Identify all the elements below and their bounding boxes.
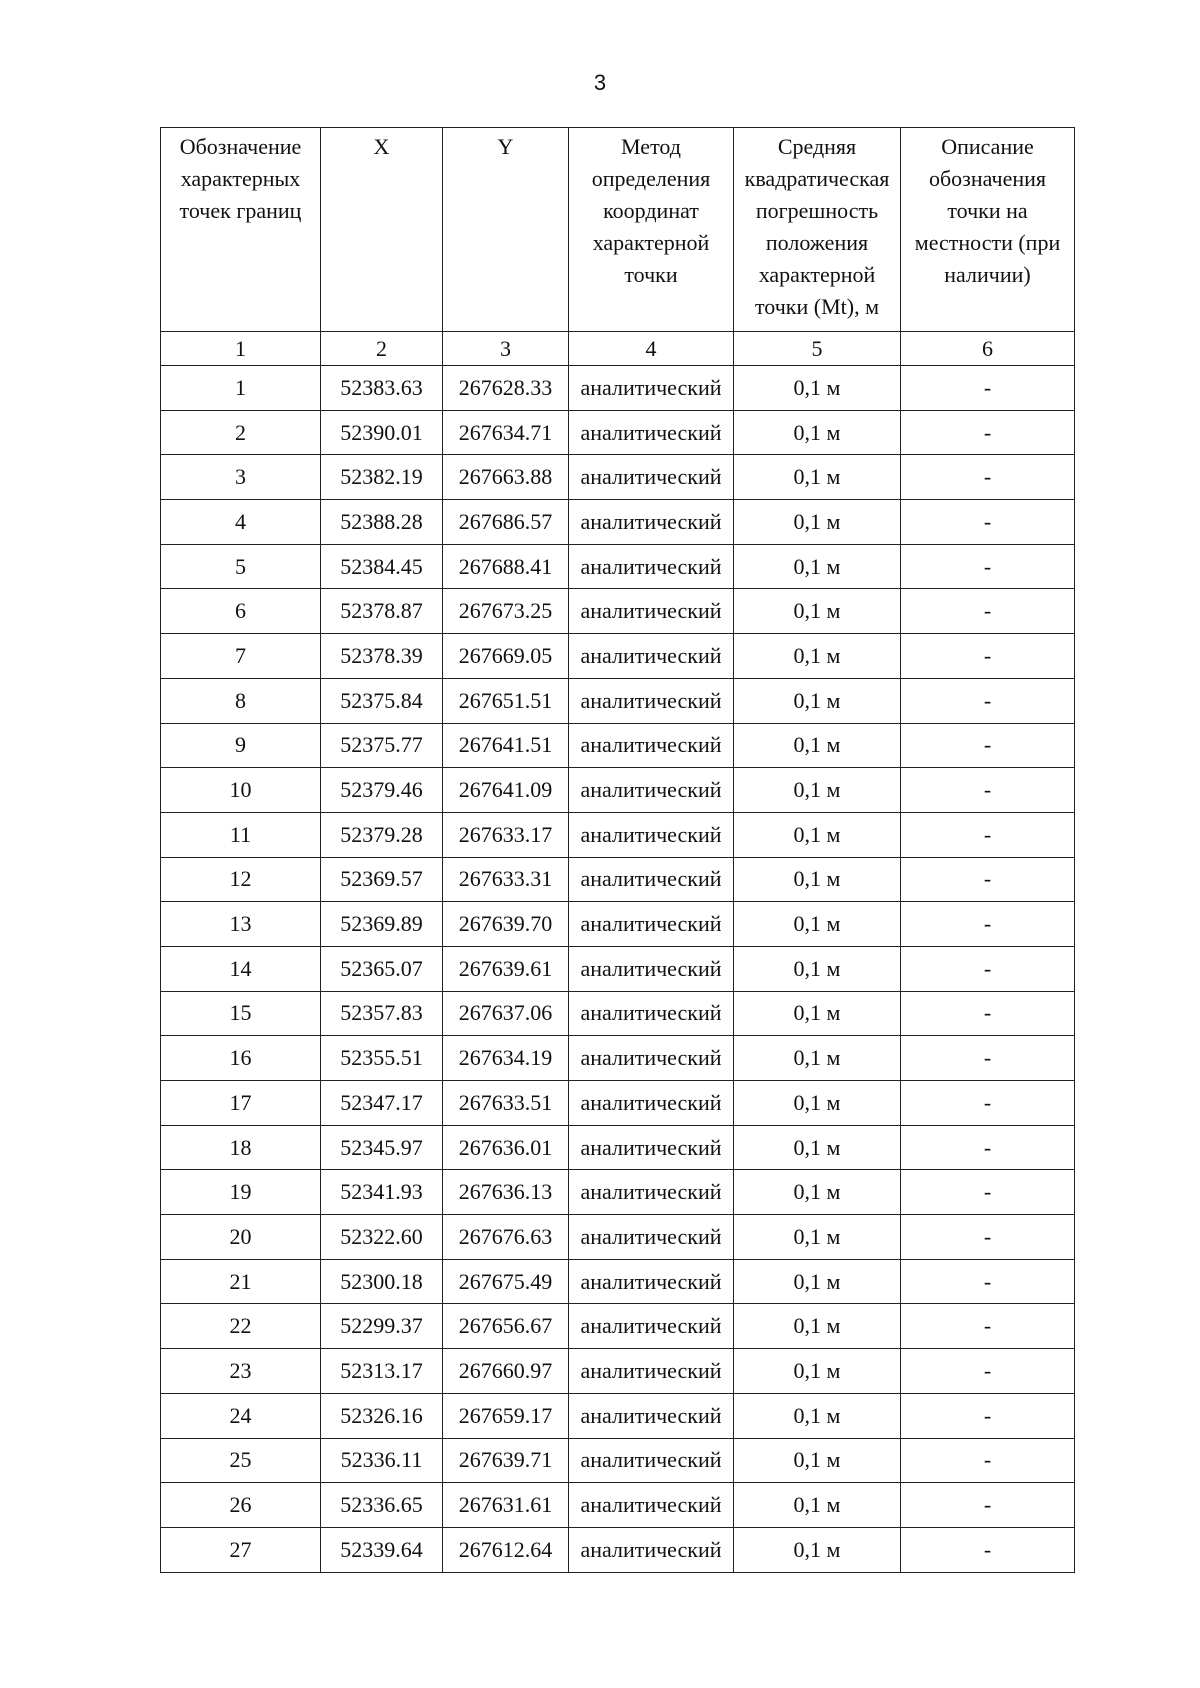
table-row	[161, 1259, 1075, 1304]
cell-method: аналитический	[569, 1170, 734, 1215]
cell-mean-error: 0,1 м	[734, 857, 901, 902]
cell-mean-error: 0,1 м	[734, 1393, 901, 1438]
cell-description: -	[901, 1483, 1075, 1528]
cell-description: -	[901, 1170, 1075, 1215]
table-row	[161, 902, 1075, 947]
table-row	[161, 1483, 1075, 1528]
cell-point-number: 9	[161, 723, 321, 768]
cell-mean-error: 0,1 м	[734, 902, 901, 947]
cell-point-number: 25	[161, 1438, 321, 1483]
table-header-row	[161, 128, 1075, 332]
cell-method: аналитический	[569, 500, 734, 545]
table-row	[161, 723, 1075, 768]
cell-x: 52378.87	[321, 589, 443, 634]
cell-x: 52379.28	[321, 812, 443, 857]
column-number: 4	[569, 332, 734, 366]
cell-description: -	[901, 455, 1075, 500]
cell-y: 267634.71	[443, 410, 569, 455]
table-row	[161, 812, 1075, 857]
cell-point-number: 15	[161, 991, 321, 1036]
cell-x: 52355.51	[321, 1036, 443, 1081]
cell-description: -	[901, 410, 1075, 455]
cell-x: 52375.84	[321, 678, 443, 723]
cell-y: 267639.61	[443, 946, 569, 991]
cell-method: аналитический	[569, 634, 734, 679]
cell-x: 52326.16	[321, 1393, 443, 1438]
cell-method: аналитический	[569, 1438, 734, 1483]
cell-mean-error: 0,1 м	[734, 723, 901, 768]
cell-description: -	[901, 366, 1075, 411]
cell-description: -	[901, 500, 1075, 545]
table-row	[161, 1125, 1075, 1170]
cell-method: аналитический	[569, 1349, 734, 1394]
table-row	[161, 1170, 1075, 1215]
cell-method: аналитический	[569, 902, 734, 947]
cell-method: аналитический	[569, 812, 734, 857]
cell-mean-error: 0,1 м	[734, 589, 901, 634]
cell-method: аналитический	[569, 366, 734, 411]
cell-description: -	[901, 768, 1075, 813]
header-method: Метод определения координат характерной точки	[569, 128, 734, 332]
cell-point-number: 11	[161, 812, 321, 857]
cell-x: 52369.57	[321, 857, 443, 902]
cell-mean-error: 0,1 м	[734, 1527, 901, 1572]
table-row	[161, 1215, 1075, 1260]
table-row	[161, 500, 1075, 545]
column-number: 1	[161, 332, 321, 366]
cell-method: аналитический	[569, 1259, 734, 1304]
cell-mean-error: 0,1 м	[734, 1438, 901, 1483]
cell-mean-error: 0,1 м	[734, 1125, 901, 1170]
header-x: X	[321, 128, 443, 332]
column-numbers-row	[161, 332, 1075, 366]
cell-y: 267628.33	[443, 366, 569, 411]
cell-y: 267633.17	[443, 812, 569, 857]
cell-mean-error: 0,1 м	[734, 366, 901, 411]
cell-point-number: 1	[161, 366, 321, 411]
header-mean-error: Средняя квадратическая погрешность положения характерной точки (Mt), м	[734, 128, 901, 332]
cell-description: -	[901, 1304, 1075, 1349]
table-row	[161, 857, 1075, 902]
cell-point-number: 24	[161, 1393, 321, 1438]
cell-y: 267639.71	[443, 1438, 569, 1483]
cell-y: 267633.31	[443, 857, 569, 902]
cell-y: 267633.51	[443, 1081, 569, 1126]
cell-method: аналитический	[569, 991, 734, 1036]
cell-description: -	[901, 678, 1075, 723]
cell-method: аналитический	[569, 1483, 734, 1528]
table-row	[161, 410, 1075, 455]
cell-y: 267636.01	[443, 1125, 569, 1170]
cell-mean-error: 0,1 м	[734, 768, 901, 813]
cell-y: 267669.05	[443, 634, 569, 679]
header-point-designation: Обозначение характерных точек границ	[161, 128, 321, 332]
cell-x: 52322.60	[321, 1215, 443, 1260]
cell-x: 52365.07	[321, 946, 443, 991]
cell-description: -	[901, 1393, 1075, 1438]
cell-point-number: 26	[161, 1483, 321, 1528]
cell-description: -	[901, 946, 1075, 991]
header-y: Y	[443, 128, 569, 332]
cell-x: 52336.65	[321, 1483, 443, 1528]
cell-x: 52382.19	[321, 455, 443, 500]
cell-method: аналитический	[569, 589, 734, 634]
table-row	[161, 1349, 1075, 1394]
cell-description: -	[901, 902, 1075, 947]
cell-method: аналитический	[569, 1527, 734, 1572]
table-row	[161, 455, 1075, 500]
cell-x: 52313.17	[321, 1349, 443, 1394]
cell-y: 267641.51	[443, 723, 569, 768]
cell-mean-error: 0,1 м	[734, 1483, 901, 1528]
cell-method: аналитический	[569, 946, 734, 991]
cell-method: аналитический	[569, 678, 734, 723]
cell-point-number: 19	[161, 1170, 321, 1215]
cell-point-number: 23	[161, 1349, 321, 1394]
cell-method: аналитический	[569, 544, 734, 589]
cell-x: 52336.11	[321, 1438, 443, 1483]
cell-description: -	[901, 991, 1075, 1036]
column-number: 6	[901, 332, 1075, 366]
cell-x: 52379.46	[321, 768, 443, 813]
cell-description: -	[901, 723, 1075, 768]
cell-point-number: 17	[161, 1081, 321, 1126]
cell-mean-error: 0,1 м	[734, 991, 901, 1036]
table-row	[161, 1036, 1075, 1081]
cell-y: 267636.13	[443, 1170, 569, 1215]
header-description: Описание обозначения точки на местности (при наличии)	[901, 128, 1075, 332]
cell-y: 267637.06	[443, 991, 569, 1036]
cell-point-number: 27	[161, 1527, 321, 1572]
cell-y: 267686.57	[443, 500, 569, 545]
column-number: 3	[443, 332, 569, 366]
cell-mean-error: 0,1 м	[734, 1081, 901, 1126]
cell-method: аналитический	[569, 455, 734, 500]
cell-method: аналитический	[569, 857, 734, 902]
cell-y: 267612.64	[443, 1527, 569, 1572]
table-row	[161, 634, 1075, 679]
cell-y: 267673.25	[443, 589, 569, 634]
table-row	[161, 589, 1075, 634]
column-number: 2	[321, 332, 443, 366]
cell-x: 52388.28	[321, 500, 443, 545]
cell-mean-error: 0,1 м	[734, 1036, 901, 1081]
cell-description: -	[901, 589, 1075, 634]
cell-x: 52357.83	[321, 991, 443, 1036]
cell-method: аналитический	[569, 1393, 734, 1438]
cell-description: -	[901, 1438, 1075, 1483]
cell-description: -	[901, 857, 1075, 902]
table-row	[161, 768, 1075, 813]
cell-y: 267688.41	[443, 544, 569, 589]
table-row	[161, 1304, 1075, 1349]
cell-point-number: 21	[161, 1259, 321, 1304]
cell-x: 52378.39	[321, 634, 443, 679]
boundary-points-table	[160, 127, 1075, 1573]
cell-x: 52369.89	[321, 902, 443, 947]
cell-point-number: 7	[161, 634, 321, 679]
cell-y: 267631.61	[443, 1483, 569, 1528]
cell-description: -	[901, 1081, 1075, 1126]
cell-y: 267660.97	[443, 1349, 569, 1394]
cell-y: 267676.63	[443, 1215, 569, 1260]
cell-point-number: 2	[161, 410, 321, 455]
table-row	[161, 991, 1075, 1036]
cell-point-number: 3	[161, 455, 321, 500]
cell-x: 52345.97	[321, 1125, 443, 1170]
cell-point-number: 18	[161, 1125, 321, 1170]
cell-point-number: 8	[161, 678, 321, 723]
cell-method: аналитический	[569, 768, 734, 813]
cell-description: -	[901, 544, 1075, 589]
page-number: 3	[593, 70, 607, 95]
cell-mean-error: 0,1 м	[734, 500, 901, 545]
cell-mean-error: 0,1 м	[734, 634, 901, 679]
cell-mean-error: 0,1 м	[734, 410, 901, 455]
column-number: 5	[734, 332, 901, 366]
cell-point-number: 4	[161, 500, 321, 545]
cell-y: 267656.67	[443, 1304, 569, 1349]
cell-method: аналитический	[569, 1081, 734, 1126]
cell-x: 52383.63	[321, 366, 443, 411]
cell-point-number: 13	[161, 902, 321, 947]
cell-method: аналитический	[569, 1304, 734, 1349]
cell-description: -	[901, 634, 1075, 679]
cell-description: -	[901, 1036, 1075, 1081]
table-row	[161, 544, 1075, 589]
cell-method: аналитический	[569, 1036, 734, 1081]
cell-y: 267634.19	[443, 1036, 569, 1081]
cell-y: 267675.49	[443, 1259, 569, 1304]
cell-mean-error: 0,1 м	[734, 1349, 901, 1394]
cell-y: 267663.88	[443, 455, 569, 500]
cell-mean-error: 0,1 м	[734, 455, 901, 500]
cell-mean-error: 0,1 м	[734, 1170, 901, 1215]
cell-y: 267651.51	[443, 678, 569, 723]
cell-point-number: 12	[161, 857, 321, 902]
cell-point-number: 16	[161, 1036, 321, 1081]
cell-method: аналитический	[569, 1215, 734, 1260]
cell-mean-error: 0,1 м	[734, 544, 901, 589]
cell-method: аналитический	[569, 410, 734, 455]
cell-mean-error: 0,1 м	[734, 1259, 901, 1304]
cell-mean-error: 0,1 м	[734, 1215, 901, 1260]
table-row	[161, 1393, 1075, 1438]
cell-y: 267639.70	[443, 902, 569, 947]
cell-description: -	[901, 1125, 1075, 1170]
cell-description: -	[901, 1349, 1075, 1394]
cell-x: 52300.18	[321, 1259, 443, 1304]
cell-point-number: 6	[161, 589, 321, 634]
table-row	[161, 366, 1075, 411]
cell-method: аналитический	[569, 1125, 734, 1170]
cell-x: 52390.01	[321, 410, 443, 455]
cell-mean-error: 0,1 м	[734, 678, 901, 723]
table-row	[161, 946, 1075, 991]
cell-method: аналитический	[569, 723, 734, 768]
cell-point-number: 22	[161, 1304, 321, 1349]
cell-y: 267659.17	[443, 1393, 569, 1438]
table-row	[161, 1527, 1075, 1572]
table-row	[161, 678, 1075, 723]
cell-x: 52375.77	[321, 723, 443, 768]
cell-point-number: 5	[161, 544, 321, 589]
cell-point-number: 20	[161, 1215, 321, 1260]
cell-x: 52347.17	[321, 1081, 443, 1126]
cell-point-number: 14	[161, 946, 321, 991]
cell-point-number: 10	[161, 768, 321, 813]
cell-x: 52299.37	[321, 1304, 443, 1349]
cell-x: 52341.93	[321, 1170, 443, 1215]
table-row	[161, 1081, 1075, 1126]
cell-x: 52339.64	[321, 1527, 443, 1572]
table-row	[161, 1438, 1075, 1483]
cell-y: 267641.09	[443, 768, 569, 813]
cell-description: -	[901, 1527, 1075, 1572]
cell-description: -	[901, 1259, 1075, 1304]
cell-description: -	[901, 1215, 1075, 1260]
cell-x: 52384.45	[321, 544, 443, 589]
cell-mean-error: 0,1 м	[734, 946, 901, 991]
cell-description: -	[901, 812, 1075, 857]
cell-mean-error: 0,1 м	[734, 812, 901, 857]
cell-mean-error: 0,1 м	[734, 1304, 901, 1349]
